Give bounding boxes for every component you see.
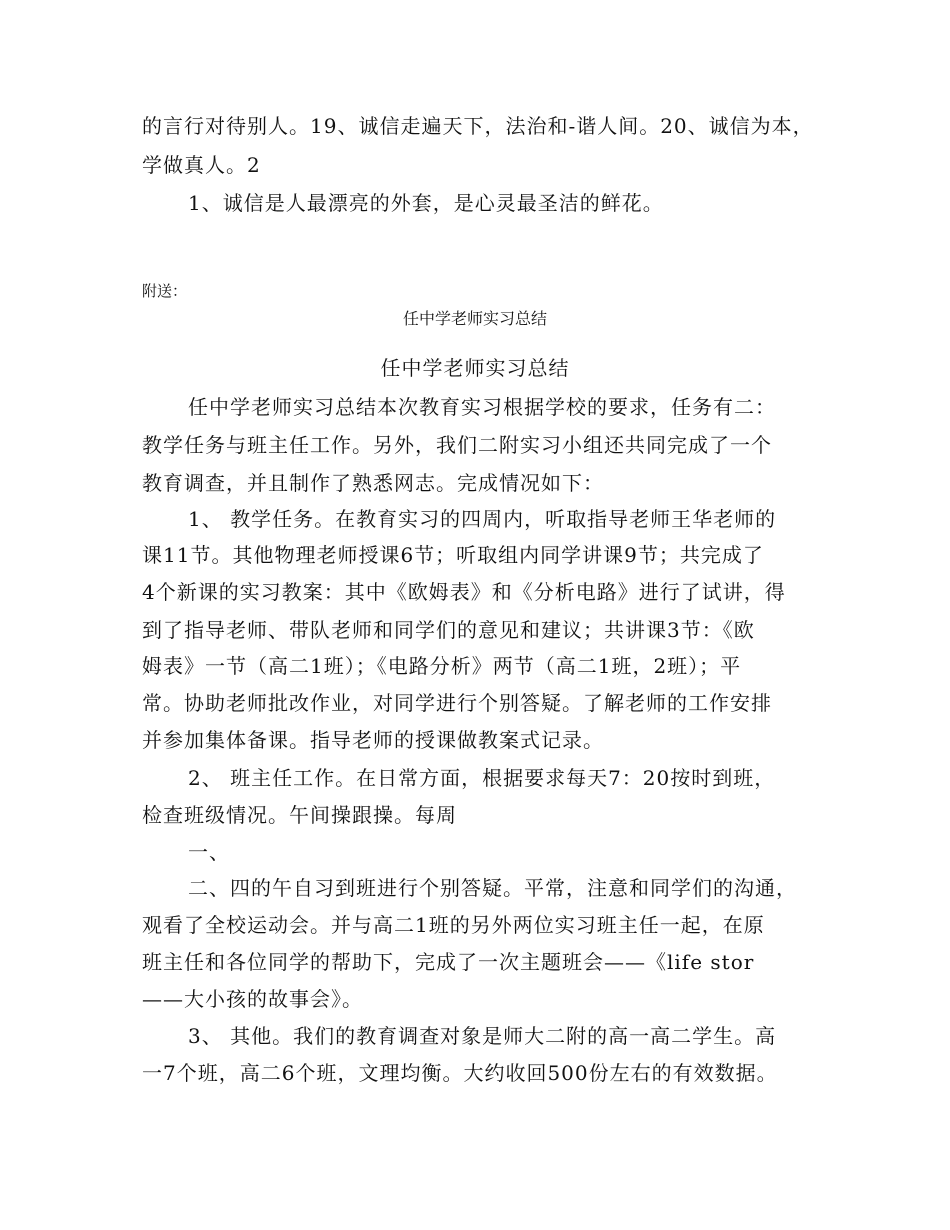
- body-line: 任中学老师实习总结本次教育实习根据学校的要求，任务有二：: [188, 395, 776, 419]
- body-line: 检查班级情况。午间操跟操。每周: [142, 803, 457, 827]
- body-line: 姆表》一节（高二1班）；《电路分析》两节（高二1班，2班）；平: [142, 654, 742, 678]
- body-line: 一7个班，高二6个班，文理均衡。大约收回500份左右的有效数据。: [142, 1061, 778, 1085]
- page-title: 任中学老师实习总结: [380, 356, 570, 380]
- body-line: 教育调查，并且制作了熟悉网志。完成情况如下：: [142, 471, 604, 495]
- text-line: 的言行对待别人。19、诚信走遍天下，法治和-谐人间。20、诚信为本，: [142, 114, 814, 138]
- body-line: 2、 班主任工作。在日常方面，根据要求每天7：20按时到班，: [188, 766, 776, 790]
- body-line: 观看了全校运动会。并与高二1班的另外两位实习班主任一起，在原: [142, 913, 765, 937]
- body-line: 教学任务与班主任工作。另外，我们二附实习小组还共同完成了一个: [142, 433, 772, 457]
- body-line: 并参加集体备课。指导老师的授课做教案式记录。: [142, 728, 604, 752]
- body-line: 二、四的午自习到班进行个别答疑。平常，注意和同学们的沟通，: [188, 876, 797, 900]
- body-line: 1、 教学任务。在教育实习的四周内，听取指导老师王华老师的: [188, 507, 777, 531]
- body-line: 4个新课的实习教案：其中《欧姆表》和《分析电路》进行了试讲，得: [142, 580, 786, 604]
- body-line: 一、: [188, 840, 230, 864]
- quote-line: 1、诚信是人最漂亮的外套，是心灵最圣洁的鲜花。: [188, 191, 664, 215]
- body-line: 3、 其他。我们的教育调查对象是师大二附的高一高二学生。高: [188, 1024, 777, 1048]
- body-line: 班主任和各位同学的帮助下，完成了一次主题班会——《life stor: [142, 950, 755, 974]
- body-line: 常。协助老师批改作业，对同学进行个别答疑。了解老师的工作安排: [142, 691, 772, 715]
- body-line: 到了指导老师、带队老师和同学们的意见和建议；共讲课3节：《欧: [142, 618, 755, 642]
- appendix-label: 附送：: [142, 282, 188, 300]
- body-line: 课11节。其他物理老师授课6节；听取组内同学讲课9节；共完成了: [142, 543, 764, 567]
- caption-title: 任中学老师实习总结: [402, 309, 547, 328]
- body-line: ——大小孩的故事会》。: [142, 987, 363, 1011]
- text-line: 学做真人。2: [142, 153, 261, 177]
